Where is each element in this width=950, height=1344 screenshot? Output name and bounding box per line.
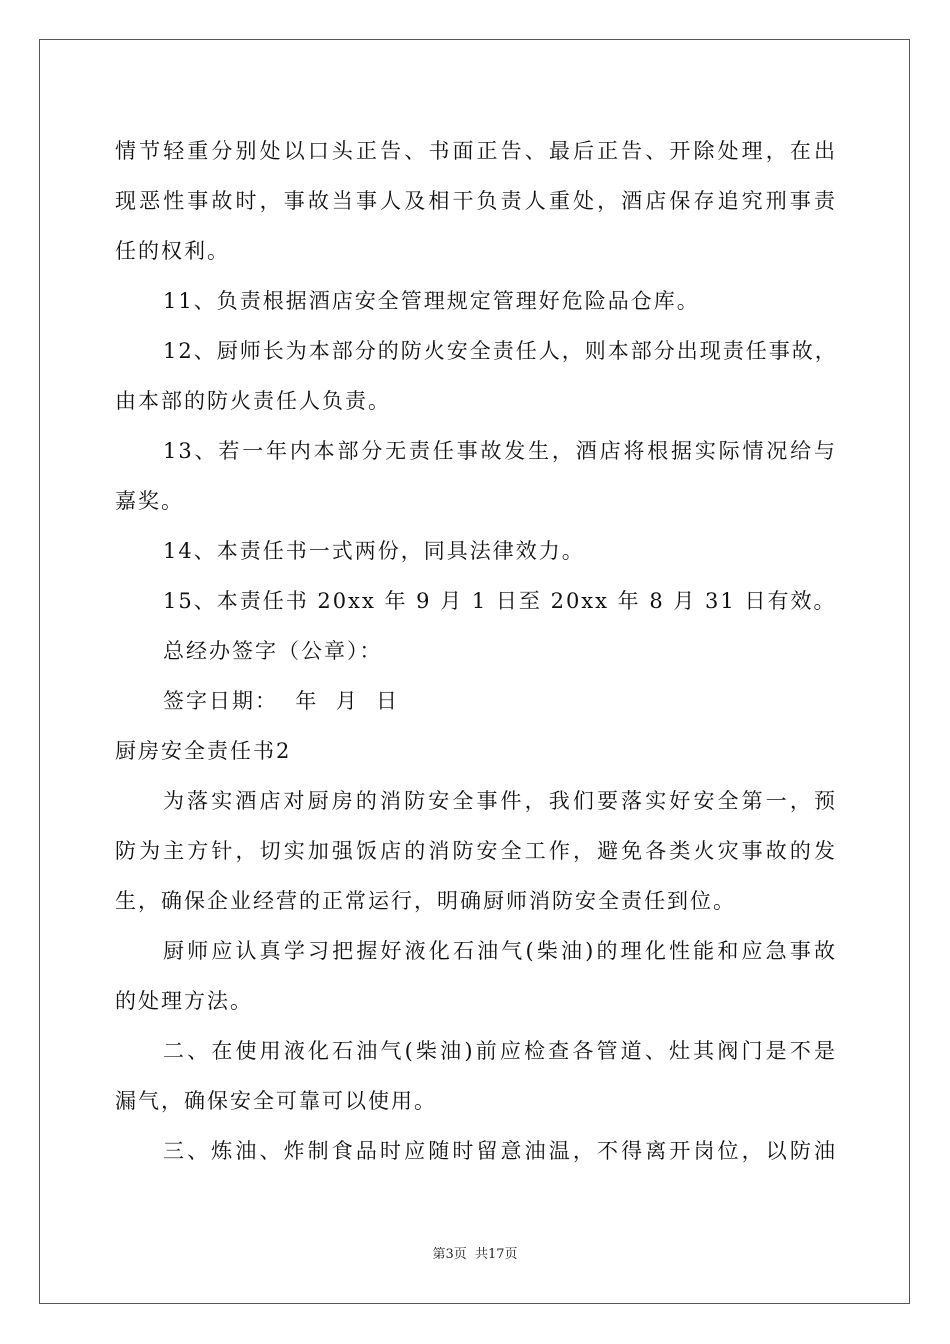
paragraph-line: 由本部的防火责任人负责。 — [115, 389, 391, 413]
paragraph-line: 生，确保企业经营的正常运行，明确厨师消防安全责任到位。 — [115, 889, 736, 913]
paragraph-line: 漏气，确保安全可靠可以使用。 — [115, 1089, 437, 1113]
paragraph-line: 13、若一年内本部分无责任事故发生，酒店将根据实际情况给与 — [163, 439, 837, 463]
page-total: 共17页 — [474, 1247, 518, 1262]
paragraph-line: 为落实酒店对厨房的消防安全事件，我们要落实好安全第一，预 — [163, 789, 837, 813]
paragraph-line: 现恶性事故时，事故当事人及相干负责人重处，酒店保存追究刑事责 — [115, 189, 837, 213]
paragraph-line: 11、负责根据酒店安全管理规定管理好危险品仓库。 — [163, 289, 700, 313]
paragraph-line: 嘉奖。 — [115, 489, 184, 513]
signature-line: 总经办签字（公章）： — [163, 639, 383, 663]
page-footer — [0, 1243, 950, 1262]
paragraph-line: 15、本责任书 20xx 年 9 月 1 日至 20xx 年 8 月 31 日有效。 — [163, 589, 837, 613]
paragraph-line: 厨师应认真学习把握好液化石油气(柴油)的理化性能和应急事故 — [163, 939, 837, 963]
paragraph-line: 三、炼油、炸制食品时应随时留意油温，不得离开岗位，以防油 — [163, 1139, 837, 1163]
paragraph-line: 的处理方法。 — [115, 989, 253, 1013]
paragraph-line: 防为主方针，切实加强饭店的消防安全工作，避免各类火灾事故的发 — [115, 839, 837, 863]
section-heading: 厨房安全责任书2 — [115, 739, 292, 763]
paragraph-line: 12、厨师长为本部分的防火安全责任人，则本部分出现责任事故， — [163, 339, 838, 363]
document-body — [115, 126, 837, 1176]
paragraph-line: 情节轻重分别处以口头正告、书面正告、最后正告、开除处理，在出 — [115, 139, 837, 163]
page-number: 第3页 — [432, 1247, 467, 1262]
paragraph-line: 任的权利。 — [115, 239, 230, 263]
paragraph-line: 14、本责任书一式两份，同具法律效力。 — [163, 539, 585, 563]
paragraph-line: 二、在使用液化石油气(柴油)前应检查各管道、灶其阀门是不是 — [163, 1039, 837, 1063]
date-line: 签字日期： 年 月 日 — [163, 689, 400, 713]
